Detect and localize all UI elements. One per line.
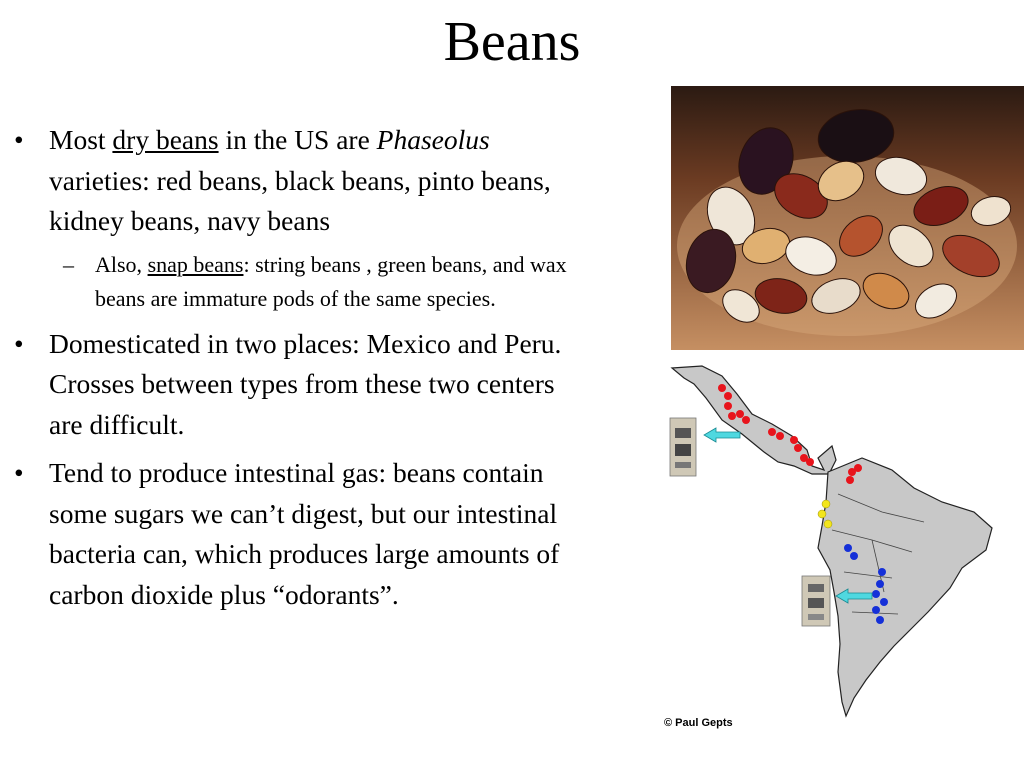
marker-mesoamerica [790, 436, 798, 444]
snap-beans-link[interactable]: snap beans [147, 251, 244, 277]
marker-andes-south [844, 544, 852, 552]
marker-andes-south [880, 598, 888, 606]
gel-band [675, 462, 691, 468]
slide-title: Beans [443, 11, 581, 73]
marker-andes-south [876, 616, 884, 624]
marker-andes-north [824, 520, 832, 528]
bullet-mark: • [14, 457, 24, 488]
bullet-text: Most [49, 124, 113, 155]
bullet-domestication [14, 324, 589, 446]
bullet-text: Tend to produce intestinal gas: beans contain some sugars we can’t digest, but our intestinal bacteria can, which produces large amounts of carbon dioxide plus “odorants”. [49, 457, 560, 610]
gel-band [675, 428, 691, 438]
marker-mesoamerica [728, 412, 736, 420]
marker-andes-south [878, 568, 886, 576]
marker-mesoamerica [742, 416, 750, 424]
americas-map [662, 362, 1024, 734]
subbullet-text: : string beans , green beans, and wax beans are immature pods of the same species. [95, 251, 567, 311]
photo-credit: © Paul Gepts [664, 717, 733, 729]
marker-andes-north [822, 500, 830, 508]
marker-mesoamerica [724, 402, 732, 410]
bullet-mark: • [14, 124, 24, 155]
marker-andes-south [850, 552, 858, 560]
bullet-text: in the US are [218, 124, 377, 155]
subbullet-snap-beans [14, 248, 589, 316]
marker-mesoamerica [724, 392, 732, 400]
phaseolus-italic: Phaseolus [376, 124, 490, 155]
marker-mesoamerica [794, 444, 802, 452]
bullet-mark: • [14, 327, 24, 359]
marker-mesoamerica [854, 464, 862, 472]
marker-andes-south [872, 606, 880, 614]
domestication-map [662, 362, 1024, 734]
gel-band [808, 614, 824, 620]
bullet-text: Domesticated in two places: Mexico and Peru. Crosses between types from these two centers are difficult. [49, 327, 562, 440]
marker-andes-north [818, 510, 826, 518]
marker-mesoamerica [718, 384, 726, 392]
gel-band [808, 598, 824, 608]
marker-mesoamerica [736, 410, 744, 418]
mesoamerica-landmass [672, 366, 840, 480]
marker-andes-south [876, 580, 884, 588]
beans-photo [671, 86, 1024, 350]
gel-band [675, 444, 691, 456]
marker-mesoamerica [806, 458, 814, 466]
marker-andes-south [872, 590, 880, 598]
dry-beans-link[interactable]: dry beans [112, 124, 219, 155]
dash-mark: – [63, 251, 74, 277]
marker-mesoamerica [776, 432, 784, 440]
beans-photo-graphic [671, 86, 1024, 350]
slide-body [14, 120, 589, 623]
bullet-dry-beans [14, 120, 589, 242]
bullet-text: varieties: red beans, black beans, pinto beans, kidney beans, navy beans [49, 164, 551, 236]
gel-band [808, 584, 824, 592]
marker-mesoamerica [768, 428, 776, 436]
subbullet-text: Also, [95, 251, 148, 277]
marker-mesoamerica [846, 476, 854, 484]
bullet-intestinal-gas [14, 453, 589, 615]
